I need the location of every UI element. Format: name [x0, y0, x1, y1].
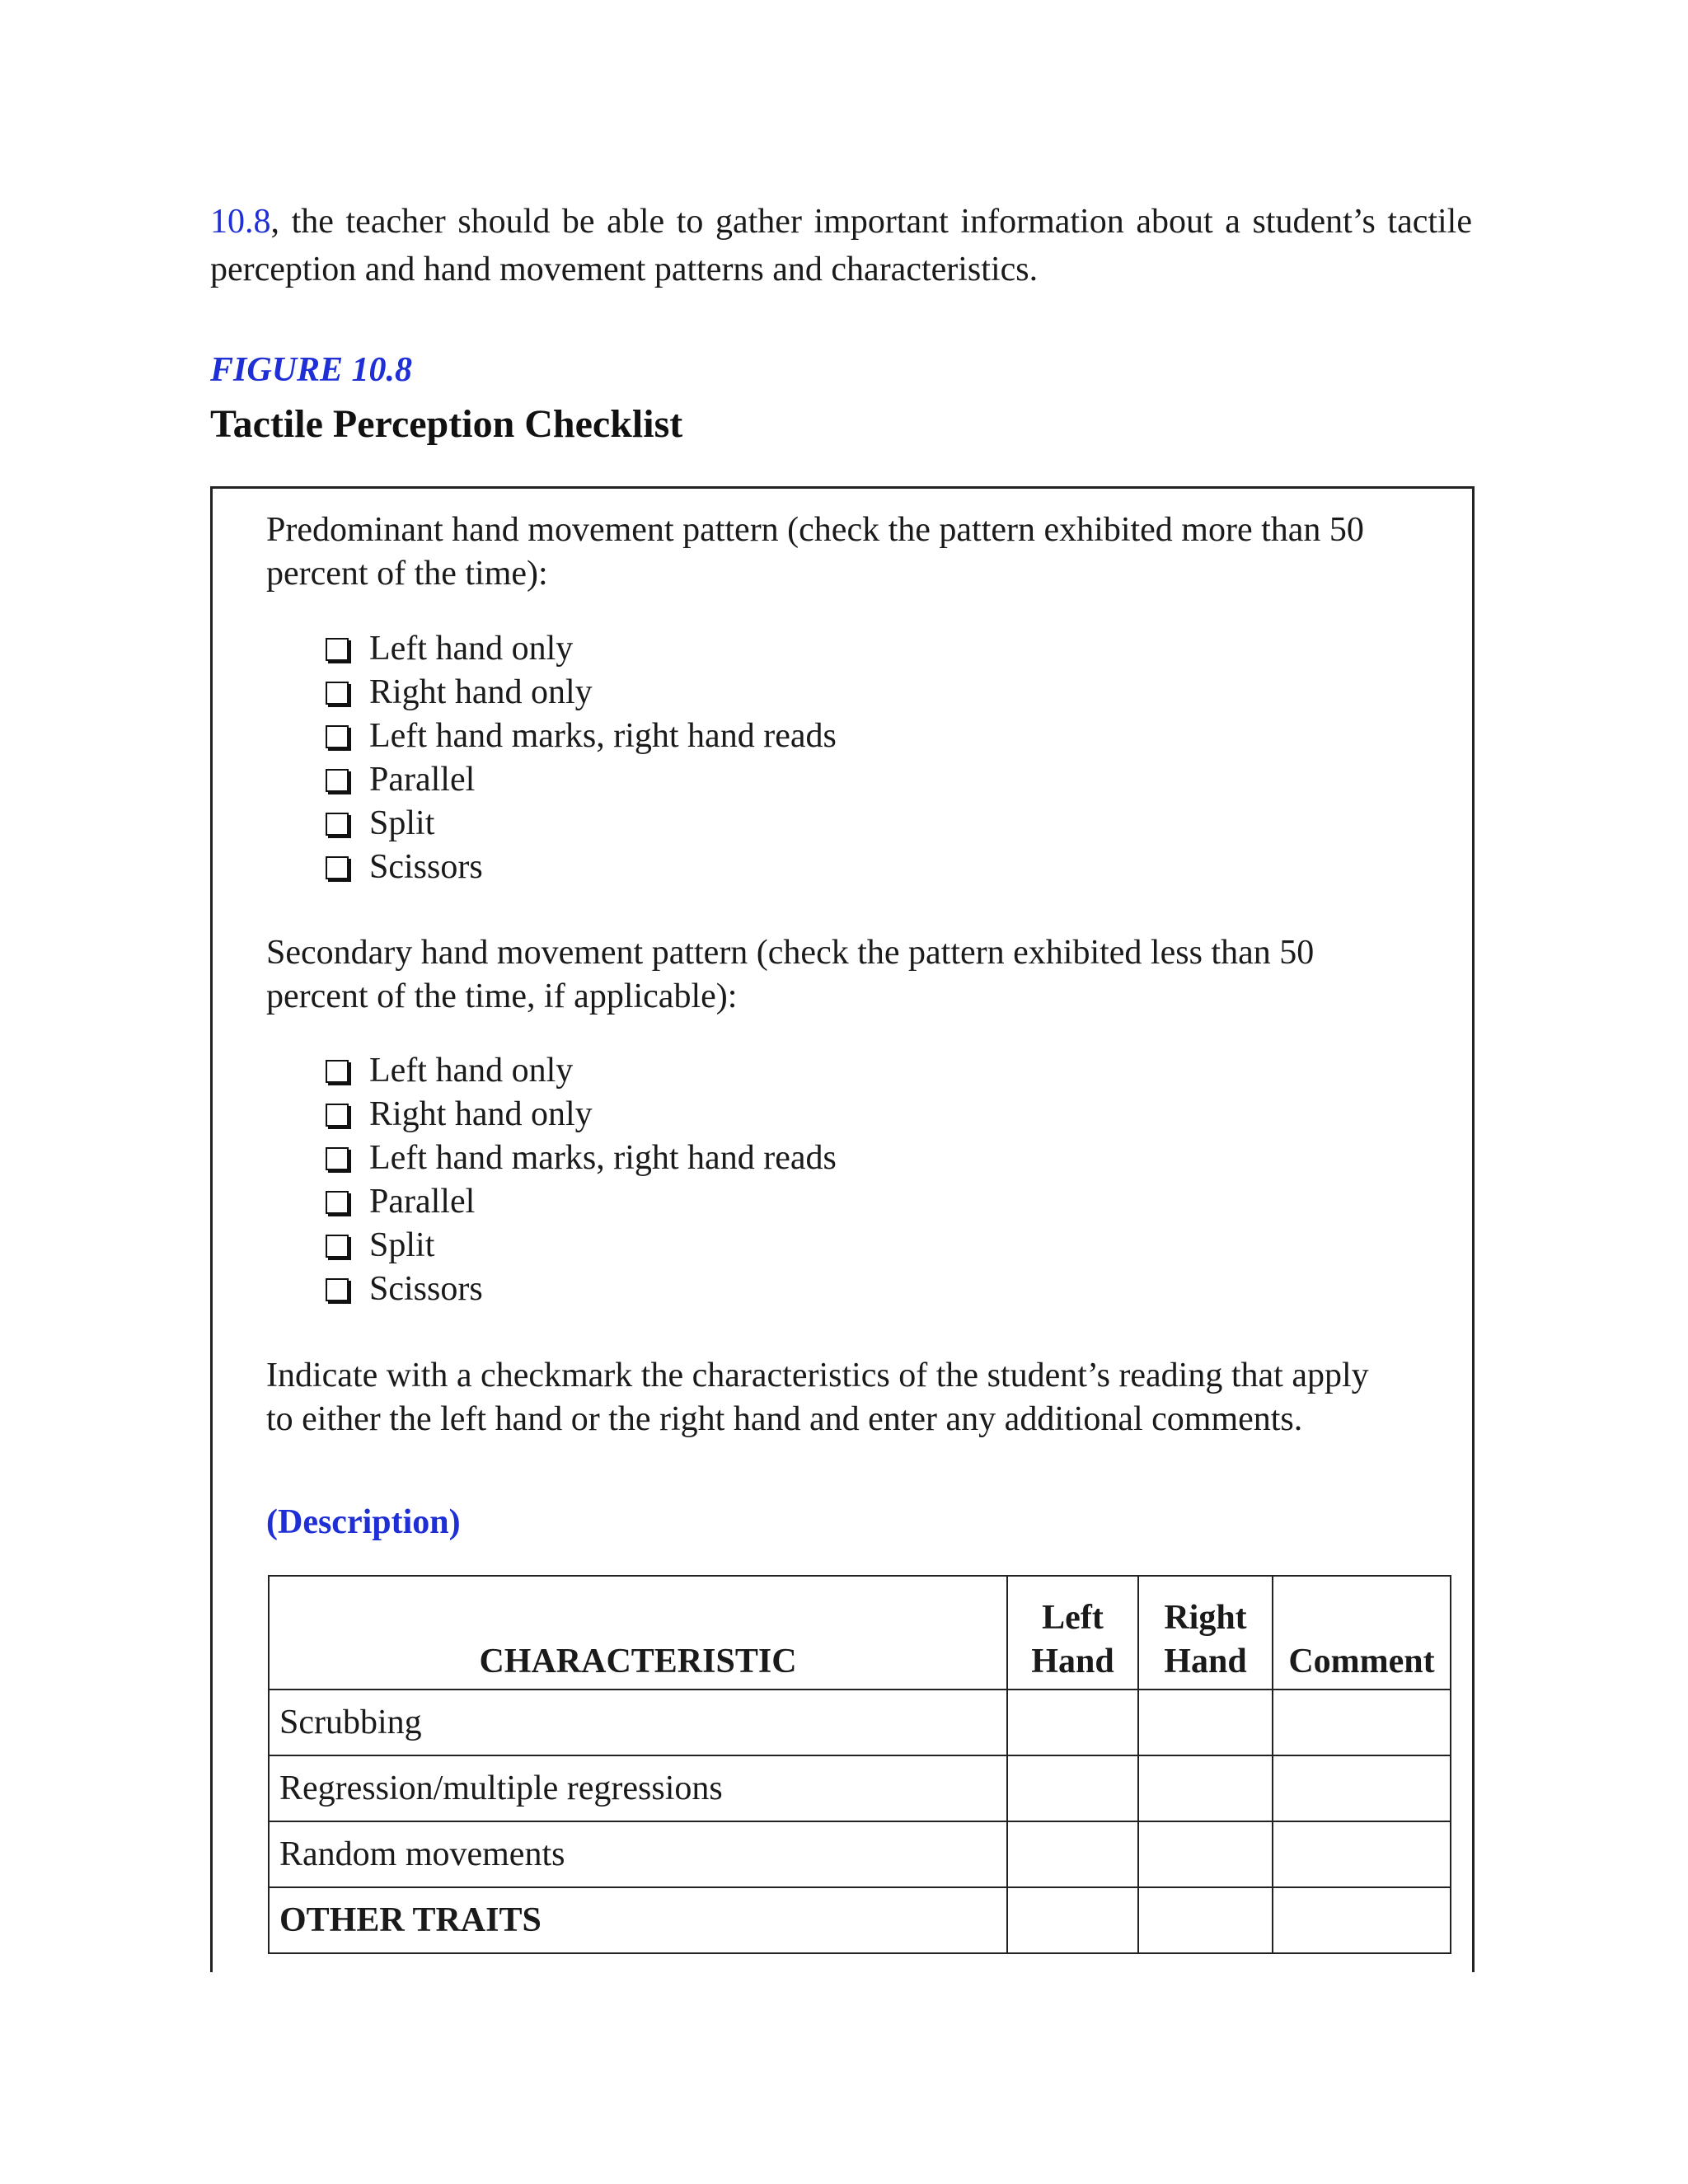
checklist-item-label: Split: [369, 1226, 435, 1264]
checklist-item[interactable]: [326, 1224, 837, 1268]
checklist-item-label: Left hand only: [369, 1052, 574, 1090]
figure-reference-link[interactable]: 10.8: [210, 203, 271, 241]
right-hand-cell[interactable]: [1138, 1887, 1273, 1953]
table-header-row: [269, 1576, 1451, 1690]
left-hand-cell[interactable]: [1007, 1755, 1138, 1821]
predominant-checklist: [326, 627, 837, 889]
checklist-item-label: Right hand only: [369, 1095, 593, 1133]
secondary-prompt: Secondary hand movement pattern (check the pattern exhibited less than 50 percent of the time, if applicable):: [266, 934, 1315, 1015]
comment-cell[interactable]: [1273, 1690, 1451, 1755]
characteristic-cell: Regression/multiple regressions: [269, 1755, 1007, 1821]
checkbox-icon[interactable]: [326, 856, 349, 879]
checkbox-icon[interactable]: [326, 1235, 349, 1258]
checklist-item-label: Split: [369, 804, 435, 842]
checklist-item-label: Scissors: [369, 1270, 483, 1308]
description-link[interactable]: (Description): [266, 1503, 461, 1541]
checklist-item-label: Right hand only: [369, 673, 593, 711]
comment-cell[interactable]: [1273, 1887, 1451, 1953]
right-hand-cell[interactable]: [1138, 1821, 1273, 1887]
right-hand-cell[interactable]: [1138, 1690, 1273, 1755]
secondary-checklist: [326, 1049, 837, 1311]
figure-title: Tactile Perception Checklist: [210, 402, 683, 446]
checkbox-icon[interactable]: [326, 769, 349, 792]
checkbox-icon[interactable]: [326, 638, 349, 661]
checklist-item[interactable]: [326, 715, 837, 758]
characteristic-cell: OTHER TRAITS: [269, 1887, 1007, 1953]
checklist-item-label: Left hand marks, right hand reads: [369, 1139, 837, 1177]
header-right-hand: Right Hand: [1138, 1576, 1273, 1690]
intro-paragraph: [210, 198, 1472, 293]
checklist-item[interactable]: [326, 627, 837, 671]
checkbox-icon[interactable]: [326, 813, 349, 836]
intro-text: , the teacher should be able to gather important information about a student’s tactile perception and hand movement patterns and characteristics.: [210, 203, 1472, 288]
checklist-item-label: Left hand marks, right hand reads: [369, 717, 837, 755]
predominant-prompt: Predominant hand movement pattern (check the pattern exhibited more than 50 percent of the time):: [266, 511, 1364, 593]
checklist-item[interactable]: [326, 1049, 837, 1093]
instructions-text: Indicate with a checkmark the characteristics of the student’s reading that apply to either the left hand or the right hand and enter any additional comments.: [266, 1357, 1369, 1438]
characteristic-cell: Random movements: [269, 1821, 1007, 1887]
table-row: [269, 1690, 1451, 1755]
right-hand-cell[interactable]: [1138, 1755, 1273, 1821]
comment-cell[interactable]: [1273, 1821, 1451, 1887]
checklist-item-label: Parallel: [369, 761, 476, 799]
table-row: [269, 1887, 1451, 1953]
checklist-item[interactable]: [326, 671, 837, 715]
checklist-item[interactable]: [326, 846, 837, 889]
table-row: [269, 1755, 1451, 1821]
checklist-item[interactable]: [326, 1180, 837, 1224]
figure-label: FIGURE 10.8: [210, 351, 413, 389]
header-left-hand: Left Hand: [1007, 1576, 1138, 1690]
checklist-item[interactable]: [326, 1093, 837, 1137]
checklist-box: [210, 486, 1475, 1972]
left-hand-cell[interactable]: [1007, 1887, 1138, 1953]
checkbox-icon[interactable]: [326, 1060, 349, 1083]
checkbox-icon[interactable]: [326, 1147, 349, 1170]
left-hand-cell[interactable]: [1007, 1690, 1138, 1755]
characteristic-cell: Scrubbing: [269, 1690, 1007, 1755]
checkbox-icon[interactable]: [326, 1104, 349, 1127]
checklist-item[interactable]: [326, 802, 837, 846]
checklist-item-label: Left hand only: [369, 630, 574, 668]
checklist-item[interactable]: [326, 1137, 837, 1180]
checklist-item-label: Parallel: [369, 1183, 476, 1221]
header-comment: Comment: [1273, 1576, 1451, 1690]
checkbox-icon[interactable]: [326, 1278, 349, 1301]
characteristics-table: [268, 1575, 1451, 1954]
checkbox-icon[interactable]: [326, 682, 349, 705]
left-hand-cell[interactable]: [1007, 1821, 1138, 1887]
checkbox-icon[interactable]: [326, 1191, 349, 1214]
checklist-item[interactable]: [326, 758, 837, 802]
table-row: [269, 1821, 1451, 1887]
checkbox-icon[interactable]: [326, 725, 349, 748]
checklist-item[interactable]: [326, 1268, 837, 1311]
header-characteristic: CHARACTERISTIC: [269, 1576, 1007, 1690]
checklist-item-label: Scissors: [369, 848, 483, 886]
comment-cell[interactable]: [1273, 1755, 1451, 1821]
